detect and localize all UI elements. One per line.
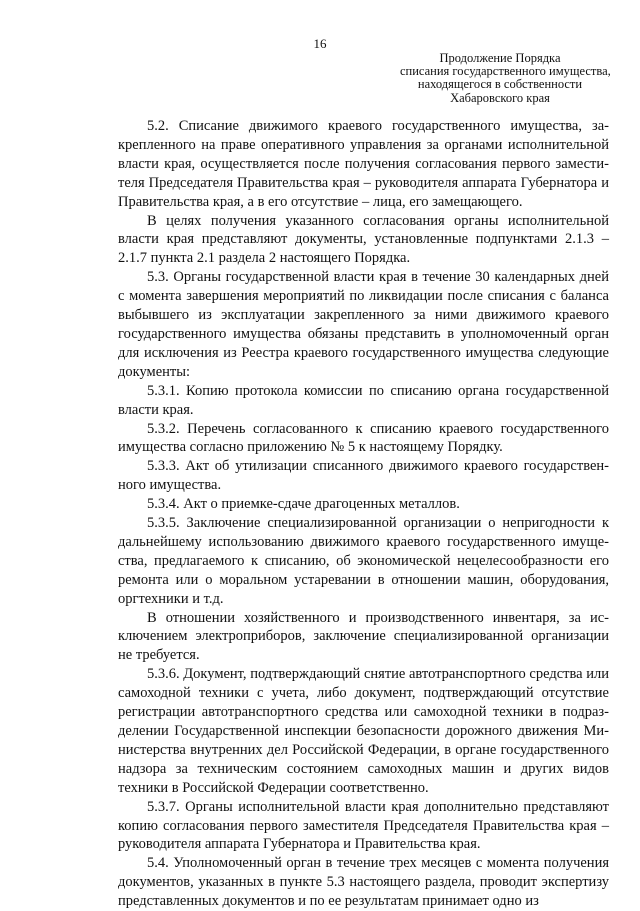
paragraph-5-3-6: 5.3.6. Документ, подтверждающий снятие автотранспортного средства или самоходной техники с учета, либо документ, подтверждающий отсутствие регистрации автотранспортного средства или самоходной техники в подразделении Государственной инспекции безопасности дорожного движения Министерства внутренних дел Российской Федерации, в органе государственного надзора за техническим состоянием самоходных машин и других видов техники в Российской Федерации соответственно. [118,666,609,796]
header-line-3: находящегося в собственности [417,77,583,92]
header-line-2: списания государственного имущества, [400,64,611,79]
paragraph-5-3-5: 5.3.5. Заключение специализированной организации о непригодности к дальнейшему использованию движимого краевого государственного имущества, предлагаемого к списанию, об экономической нецелесообразности его ремонта или о моральном устаревании в отношении машин, оборудования, оргтехники и т.д. [118,515,609,607]
paragraph-5-2-note: В целях получения указанного согласования органы исполнительной власти края представляют документы, установленные подпунктами 2.1.3 – 2.1.7 пункта 2.1 раздела 2 настоящего Порядка. [118,212,609,267]
paragraph-5-3-3: 5.3.3. Акт об утилизации списанного движимого краевого государственного имущества. [118,458,609,494]
paragraph-5-3-1: 5.3.1. Копию протокола комиссии по списанию органа государственной власти края. [118,382,609,418]
page-number: 16 [313,36,327,51]
document-body [118,117,609,911]
paragraph-5-4: 5.4. Уполномоченный орган в течение трех месяцев с момента получения документов, указанных в пункте 5.3 настоящего раздела, проводит экспертизу представленных документов и по ее результатам принимает одно из [118,855,609,910]
header-line-1: Продолжение Порядка [439,51,561,65]
paragraph-5-3-5-note: В отношении хозяйственного и производственного инвентаря, за исключением электроприборов, заключение специализированной организации не требуется. [118,609,609,664]
paragraph-5-3-7: 5.3.7. Органы исполнительной власти края дополнительно представляют копию согласования первого заместителя Председателя Правительства края – руководителя аппарата Губернатора и Правительства края. [118,798,609,853]
paragraph-5-2: 5.2. Списание движимого краевого государственного имущества, закрепленного на праве оперативного управления за органами исполнительной власти края, осуществляется после получения согласования первого заместителя Председателя Правительства края – руководителя аппарата Губернатора и Правительства края, а в его отсутствие – лица, его замещающего. [118,118,609,210]
paragraph-5-3-4: 5.3.4. Акт о приемке-сдаче драгоценных металлов. [147,496,460,513]
paragraph-5-3: 5.3. Органы государственной власти края в течение 30 календарных дней с момента завершения мероприятий по ликвидации после списания с баланса выбывшего из эксплуатации закрепленного за ними движимого краевого государственного имущества обязаны представить в уполномоченный орган для исключения из Реестра краевого государственного имущества следующие документы: [118,269,609,380]
document-header [400,51,611,105]
header-line-4: Хабаровского края [450,90,550,105]
paragraph-5-3-2: 5.3.2. Перечень согласованного к списанию краевого государственного имущества согласно приложению № 5 к настоящему Порядку. [118,420,609,456]
